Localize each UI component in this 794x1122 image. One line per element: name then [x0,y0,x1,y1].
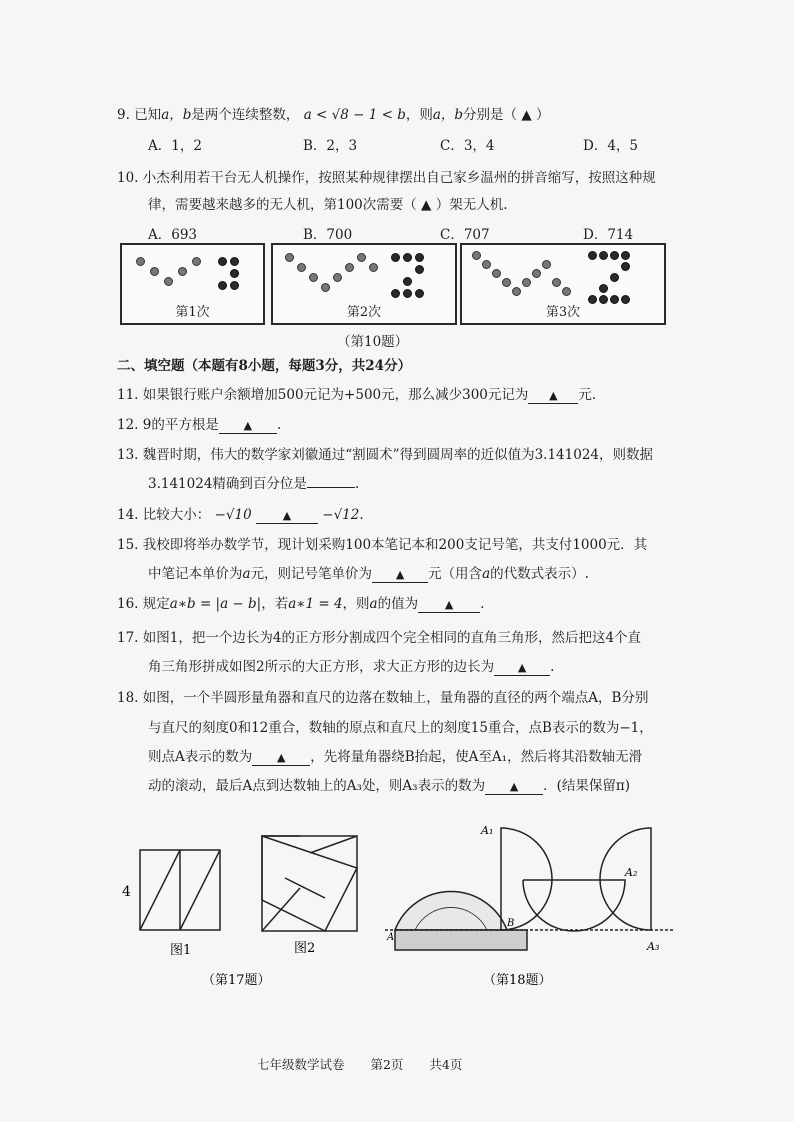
drone-dot [415,289,424,298]
footer-total: 共4页 [429,1057,463,1072]
q10-caption: （第10题） [337,334,409,350]
q18-line4 [148,774,630,795]
q9 [117,103,550,123]
q13-number: 13. [117,447,139,463]
fig18-semicircle-3 [600,828,651,930]
q10-panel-1-label: 第1次 [175,305,210,320]
q13-line2 [148,472,359,492]
drone-dot [562,287,571,296]
q16 [117,592,484,613]
q9-option-d[interactable]: D．4，5 [583,138,639,154]
drone-dot [610,273,619,282]
q18-text4a: 动的滚动，最后A点到达数轴上的A₃处，则A₃表示的数为 [148,778,486,794]
q18-text1: 如图，一个半圆形量角器和直尺的边落在数轴上，量角器的直径的两个端点A，B分别 [142,690,649,706]
q15-text2b: 元，则记号笔单价为 [250,566,373,582]
fig18-semicircle-1 [501,828,552,930]
q13-text1: 魏晋时期，伟大的数学家刘徽通过“割圆术”得到圆周率的近似值为3.141024，则数据 [142,447,653,463]
q10-text1: 小杰利用若干台无人机操作，按照某种规律摆出自己家乡温州的拼音缩写，按照这种规 [142,170,656,186]
q10-panel-3-label: 第3次 [545,305,581,320]
q9-stem-a: 已知 [134,107,162,123]
drone-dot [309,273,318,282]
q10-option-a[interactable]: A．693 [148,227,198,243]
drone-dot [150,267,159,276]
q9-stem-d: a，b [432,107,464,123]
q18-text4b: ．(结果保留π) [543,778,630,794]
footer-page: 第2页 [370,1057,404,1072]
q11-text-a: 如果银行账户余额增加500元记为+500元，那么减少300元记为 [142,387,529,403]
footer [257,1055,462,1073]
drone-dot [403,277,412,286]
figure-17 [110,828,370,1003]
drone-dot [599,295,608,304]
drone-dot [552,278,561,287]
fig17-side-label: 4 [122,884,131,900]
q17-line2 [148,655,554,676]
drone-dot [403,289,412,298]
q14-number: 14. [117,507,139,523]
q15-text1: 我校即将举办数学节，现计划采购100本笔记本和200支记号笔，共支付1000元．其 [142,537,648,553]
q15-number: 15. [117,537,139,553]
q18-line2: 与直尺的刻度0和12重合，数轴的原点和直尺上的刻度15重合，点B表示的数为−1， [148,720,653,736]
fig17-caption: （第17题） [202,973,271,988]
drone-dot [621,295,630,304]
drone-dot [369,263,378,272]
drone-dot [482,260,491,269]
drone-dot [345,263,354,272]
drone-dot [522,278,531,287]
drone-dot [542,260,551,269]
q16-var: a [369,596,378,612]
q17-text2a: 角三角形拼成如图2所示的大正方形，求大正方形的边长为 [148,659,495,675]
drone-dot [178,267,187,276]
drone-dot [230,281,239,290]
drone-dot [192,257,201,266]
q10-panel-2 [271,243,457,325]
fig18-label-a3: A₃ [647,940,660,953]
q16-text-d: 的值为 [377,596,419,612]
fig18-protractor [395,892,507,930]
drone-dot [230,269,239,278]
q10-option-b[interactable]: B．700 [303,227,353,243]
section-title: 二、填空题（本题有8小题，每题3分，共24分） [117,358,412,374]
drone-dot [599,284,608,293]
q13-text2a: 3.141024精确到百分位是 [148,476,307,492]
fig18-semicircle-2 [523,880,625,931]
q11 [117,383,596,404]
q11-answer-blank[interactable]: ▲ [528,389,578,404]
drone-dot [599,251,608,260]
fig18-label-a2: A₂ [625,866,638,879]
q10-line2: 律，需要越来越多的无人机，第100次需要（ ▲ ）架无人机. [148,197,508,213]
q12-number: 12. [117,417,139,433]
q14 [117,503,364,524]
drone-dot [164,277,173,286]
drone-dot [218,257,227,266]
q15-line2 [148,562,589,583]
q12 [117,413,281,434]
drone-dot [285,253,294,262]
drone-dot [321,283,330,292]
q10-panel-1 [120,243,265,325]
q12-text-b: . [276,417,282,433]
fig17-label-1: 图1 [170,943,192,958]
drone-dot [415,253,424,262]
q10-option-c[interactable]: C．707 [440,227,490,243]
q16-text-a: 规定 [142,596,170,612]
q15-text2a: 中笔记本单价为 [148,566,243,582]
drone-dot [230,257,239,266]
fig18-label-a1: A₁ [481,824,494,837]
q17-number: 17. [117,630,139,646]
q11-text-b: 元. [578,387,597,403]
q18-text3b: ，先将量角器绕B抬起，使A至A₁，然后将其沿数轴无滑 [310,749,643,765]
q10-option-d[interactable]: D．714 [583,227,634,243]
q15-var-a: a [242,566,251,582]
q16-number: 16. [117,596,139,612]
q15-text2d: 的代数式表示）. [490,566,589,582]
fig18-ruler [395,930,527,950]
q10-line1 [117,166,656,186]
drone-dot [621,251,630,260]
drone-dot [218,281,227,290]
q9-option-c[interactable]: C．3，4 [440,138,495,154]
drone-dot [415,265,424,274]
q17-text1: 如图1，把一个边长为4的正方形分割成四个完全相同的直角三角形，然后把这4个直 [142,630,642,646]
q14-right: −√12 [322,507,360,523]
q16-text-b: ，若 [261,596,289,612]
drone-dot [492,269,501,278]
fig18-label-b: B [507,918,515,929]
q13-text2b: . [354,476,360,492]
q17-line1 [117,626,641,646]
q17-answer-blank[interactable]: ▲ [494,661,550,676]
q10-number: 10. [117,170,139,186]
footer-title: 七年级数学试卷 [257,1057,345,1072]
q16-condition: a∗1 = 4 [288,596,343,612]
drone-dot [588,295,597,304]
q12-answer-blank[interactable]: ▲ [219,419,277,434]
q16-answer-blank[interactable]: ▲ [418,598,480,613]
q18-answer-blank-1[interactable]: ▲ [252,751,310,766]
q14-text-a: 比较大小： [142,507,211,523]
drone-dot [297,263,306,272]
q18-line1 [117,686,648,706]
drone-dot [532,269,541,278]
fig18-label-a: A [387,932,395,943]
q16-text-c: ，则 [342,596,370,612]
q16-text-e: . [480,596,485,612]
q9-number: 9. [117,107,130,123]
drone-dot [610,295,619,304]
q18-text3a: 则点A表示的数为 [148,749,253,765]
q13-line1 [117,443,653,463]
q10-panel-2-label: 第2次 [346,305,382,320]
drone-dot [391,289,400,298]
q17-text2b: . [550,659,555,675]
fig17-square-2 [262,836,357,931]
q9-option-a[interactable]: A．1，2 [148,138,202,154]
drone-dot [512,287,521,296]
q14-text-b: . [359,507,364,523]
q9-stem-c: ，则 [405,107,433,123]
q10-panel-3 [460,243,666,325]
q13-answer-blank[interactable] [307,487,355,488]
q15-text2c: 元（用含 [428,566,483,582]
q9-stem-var: a，b [161,107,192,123]
q12-text-a: 9的平方根是 [142,417,219,433]
drone-dot [136,257,145,266]
q9-stem-e: 分别是（ ▲ ） [463,107,550,123]
drone-dot [472,251,481,260]
q11-number: 11. [117,387,139,403]
drone-dot [588,251,597,260]
drone-dot [357,253,366,262]
q15-answer-blank[interactable]: ▲ [372,568,428,583]
q15-var-a2: a [482,566,491,582]
drone-dot [610,251,619,260]
drone-dot [333,273,342,282]
figure-18 [385,818,685,1003]
q16-definition: a∗b = |a − b| [169,596,262,612]
q14-answer-blank[interactable]: ▲ [256,509,318,524]
q15-line1 [117,533,647,553]
fig18-caption: （第18题） [483,973,552,988]
drone-dot [621,262,630,271]
drone-dot [502,278,511,287]
q14-left: −√10 [214,507,252,523]
q18-answer-blank-2[interactable]: ▲ [485,780,543,795]
q9-inequality: a < √8 − 1 < b [303,107,406,123]
drone-dot [391,253,400,262]
fig17-square-1 [140,850,220,930]
q9-stem-b: 是两个连续整数， [191,107,300,123]
q18-line3 [148,745,642,766]
q9-option-b[interactable]: B．2，3 [303,138,358,154]
drone-dot [403,253,412,262]
q18-number: 18. [117,690,139,706]
fig17-label-2: 图2 [294,941,316,956]
